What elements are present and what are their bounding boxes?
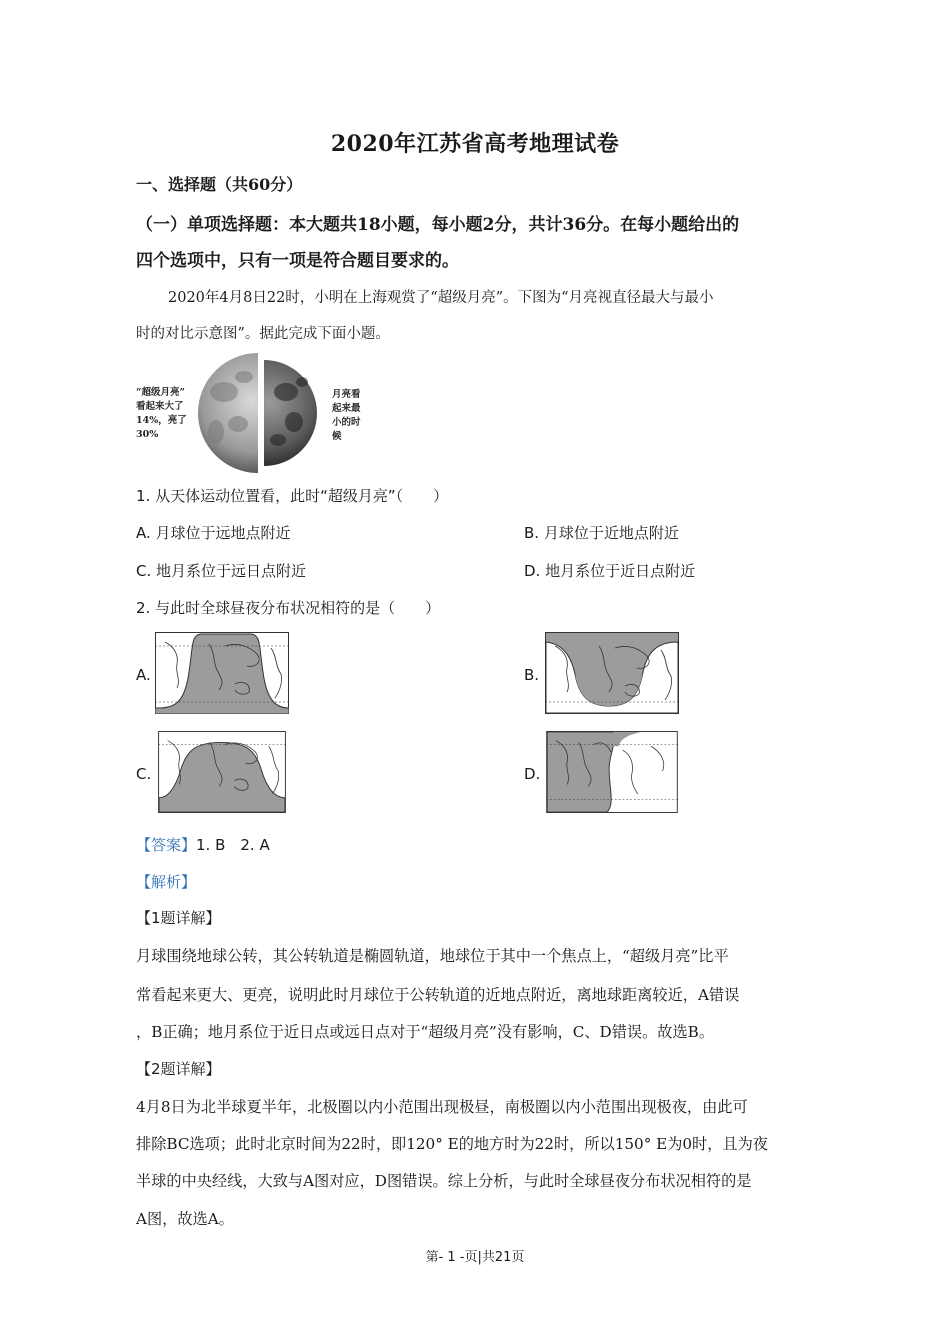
page-footer: 第- 1 -页|共21页	[425, 1250, 525, 1265]
q1-option-c: C. 地月系位于远日点附近	[136, 562, 307, 580]
detail2-line1: 4月8日为北半球夏半年，北极圈以内小范围出现极昼，南极圈以内小范围出现极夜，由此可	[136, 1098, 748, 1116]
q2-option-a-letter: A.	[136, 666, 151, 684]
subsection-heading-line1: （一）单项选择题：本大题共18小题，每小题2分，共计36分。在每小题给出的	[136, 215, 740, 235]
map-option-d	[545, 731, 679, 813]
answer-text: 1. B 2. A	[196, 836, 270, 854]
detail1-line3: ，B正确；地月系位于近日点或远日点对于“超级月亮”没有影响，C、D错误。故选B。	[136, 1023, 715, 1041]
analysis-tag: 【解析】	[136, 873, 197, 891]
section-heading: 一、选择题（共60分）	[136, 175, 303, 194]
super-moon-label: “超级月亮” 看起来大了 14%，亮了 30%	[136, 387, 187, 440]
map-option-a	[155, 632, 289, 714]
detail2-line2: 排除BC选项；此时北京时间为22时，即120° E的地方时为22时，所以150° E为0时，且为夜	[136, 1135, 768, 1153]
subsection-heading-line2: 四个选项中，只有一项是符合题目要求的。	[136, 251, 459, 271]
q2-option-c-letter: C.	[136, 765, 152, 783]
intro-line2: 时的对比示意图”。据此完成下面小题。	[136, 326, 390, 342]
q2-option-b-letter: B.	[524, 666, 540, 684]
detail2-line4: A图，故选A。	[136, 1210, 234, 1228]
detail1-line2: 常看起来更大、更亮，说明此时月球位于公转轨道的近地点附近，离地球距离较近，A错误	[136, 986, 740, 1004]
detail2-heading: 【2题详解】	[136, 1060, 221, 1078]
detail1-line1: 月球围绕地球公转，其公转轨道是椭圆轨道，地球位于其中一个焦点上，“超级月亮”比平	[136, 947, 729, 965]
small-moon-label: 月亮看 起来最 小的时 候	[332, 389, 361, 442]
moon-comparison-figure	[136, 352, 376, 474]
detail1-heading: 【1题详解】	[136, 909, 221, 927]
q1-option-d: D. 地月系位于近日点附近	[524, 562, 696, 580]
map-option-c	[155, 731, 289, 813]
q1-option-b: B. 月球位于近地点附近	[524, 524, 679, 542]
q2-option-d-letter: D.	[524, 765, 541, 783]
q1-option-a: A. 月球位于远地点附近	[136, 524, 291, 542]
question1-stem: 1. 从天体运动位置看，此时“超级月亮”（ ）	[136, 487, 449, 505]
detail2-line3: 半球的中央经线，大致与A图对应，D图错误。综上分析，与此时全球昼夜分布状况相符的是	[136, 1172, 752, 1190]
page-title: 2020年江苏省高考地理试卷	[330, 131, 620, 157]
question2-stem: 2. 与此时全球昼夜分布状况相符的是（ ）	[136, 599, 441, 617]
moon-halves-image	[194, 352, 328, 474]
map-option-b	[545, 632, 679, 714]
answer-line	[136, 834, 270, 855]
intro-line1: 2020年4月8日22时，小明在上海观赏了“超级月亮”。下图为“月亮视直径最大与最小	[168, 290, 714, 306]
answer-tag: 【答案】	[136, 836, 197, 854]
